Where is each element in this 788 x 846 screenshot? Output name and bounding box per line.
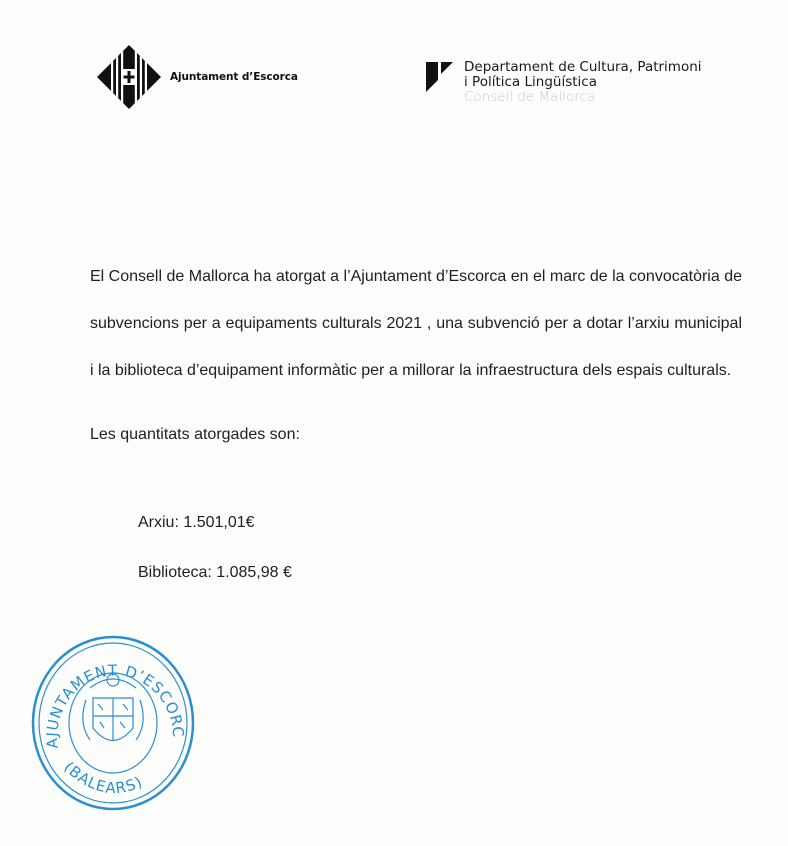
stamp-bottom-text: (BALEARS) xyxy=(60,757,146,798)
paragraph-text: El Consell de Mallorca ha atorgat a l’Ajuntament d’Escorca en el marc de la convocatòria de subvencions per a equipaments culturals 2021 , una subvenció per a dotar l’arxiu municipal i la biblioteca d’equipament informàtic per a millorar la infraestructura dels espais culturals. xyxy=(90,268,742,379)
council-name: Consell de Mallorca xyxy=(464,89,596,105)
consell-logo xyxy=(426,60,702,105)
amounts-intro: Les quantitats atorgades son: xyxy=(90,426,300,443)
department-name-line-1: Departament de Cultura, Patrimoni xyxy=(464,59,702,75)
official-stamp xyxy=(28,628,198,818)
main-paragraph xyxy=(90,253,742,394)
consell-logo-icon xyxy=(426,62,454,92)
ajuntament-logo-label: Ajuntament d’Escorca xyxy=(170,71,298,83)
svg-text:AJUNTAMENT D’ESCORCA xyxy=(28,628,187,749)
ajuntament-emblem-icon xyxy=(96,44,162,110)
amount-item-biblioteca: Biblioteca: 1.085,98 € xyxy=(138,564,292,581)
department-name-line-2: i Política Lingüística xyxy=(464,74,597,90)
svg-text:(BALEARS) xyxy=(60,758,145,797)
amount-item-arxiu: Arxiu: 1.501,01€ xyxy=(138,514,255,531)
stamp-top-text: AJUNTAMENT D’ESCORC xyxy=(42,661,188,750)
ajuntament-seal-icon xyxy=(28,628,198,813)
ajuntament-logo xyxy=(96,44,298,110)
